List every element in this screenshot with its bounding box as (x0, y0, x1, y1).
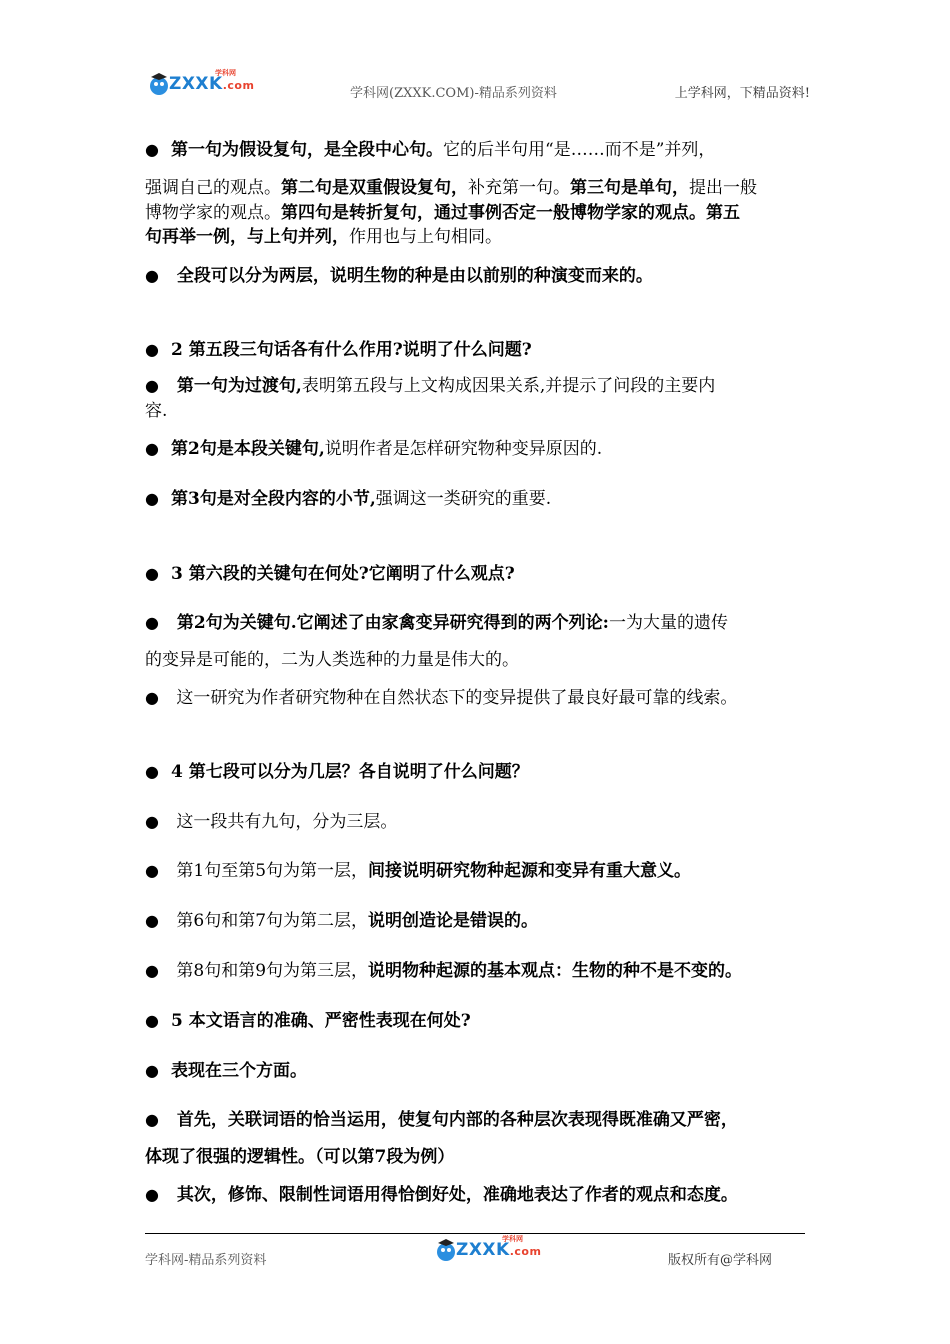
bullet-icon: ● (145, 1011, 159, 1030)
text-run: 说明作者是怎样研究物种变异原因的. (324, 439, 603, 459)
text-run: 体现了很强的逻辑性。（可以第7段为例） (145, 1147, 455, 1167)
paragraph (145, 859, 810, 883)
paragraph (145, 399, 810, 423)
text-run: 表明第五段与上文构成因果关系,并提示了问段的主要内 (301, 376, 716, 396)
paragraph (145, 1183, 810, 1207)
bullet-icon: ● (145, 961, 159, 980)
paragraph (145, 1145, 810, 1169)
bullet-icon: ● (145, 911, 159, 930)
text-run: 第二句是双重假设复句， (281, 178, 468, 198)
text-run: 容. (145, 401, 168, 421)
text-run: 这一研究为作者研究物种在自然状态下的变异提供了最良好最可靠的线索。 (171, 688, 738, 708)
zxxk-logo (145, 68, 255, 98)
footer-left-text: 学科网-精品系列资料 (145, 1253, 267, 1268)
paragraph (145, 176, 810, 200)
bullet-icon: ● (145, 266, 159, 285)
text-run: 第一句为假设复句，是全段中心句。 (171, 140, 443, 160)
paragraph (145, 562, 810, 586)
bullet-icon: ● (145, 1110, 159, 1129)
text-run: 提出一般 (689, 178, 757, 198)
bullet-icon: ● (145, 812, 159, 831)
logo-text: ZXXK.com (169, 74, 255, 94)
text-run: 句再举一例，与上句并列， (145, 227, 349, 247)
paragraph (145, 959, 810, 983)
text-run: 这一段共有九句，分为三层。 (171, 812, 398, 832)
text-run: 第三句是单句， (570, 178, 689, 198)
footer-logo-text: ZXXK.com (456, 1240, 542, 1260)
bullet-icon: ● (145, 439, 159, 458)
text-run: 作用也与上句相同。 (349, 227, 502, 247)
bullet-icon: ● (145, 1061, 159, 1080)
text-run: 第1句至第5句为第一层， (171, 861, 369, 881)
text-run: 2 第五段三句话各有什么作用?说明了什么问题? (171, 340, 532, 360)
text-run: 第一句为过渡句, (171, 376, 302, 396)
text-run: 的变异是可能的，二为人类选种的力量是伟大的。 (145, 650, 519, 670)
bullet-icon: ● (145, 613, 159, 632)
bullet-icon: ● (145, 140, 159, 159)
bullet-icon: ● (145, 762, 159, 781)
text-run: 全段可以分为两层，说明生物的种是由以前别的种演变而来的。 (171, 266, 653, 286)
text-run: 5 本文语言的准确、严密性表现在何处? (171, 1011, 471, 1031)
text-run: 说明物种起源的基本观点：生物的种不是不变的。 (368, 961, 743, 981)
paragraph (145, 138, 810, 162)
text-run: 间接说明研究物种起源和变异有重大意义。 (368, 861, 692, 881)
text-run: 第3句是对全段内容的小节, (171, 489, 376, 509)
text-run: 其次，修饰、限制性词语用得恰倒好处，准确地表达了作者的观点和态度。 (171, 1185, 738, 1205)
paragraph (145, 1009, 810, 1033)
text-run: 第6句和第7句为第二层， (171, 911, 369, 931)
bullet-icon: ● (145, 564, 159, 583)
paragraph (145, 437, 810, 461)
text-run: 强调这一类研究的重要. (375, 489, 552, 509)
paragraph (145, 648, 810, 672)
text-run: 第四句是转折复句，通过事例否定一般博物学家的观点。第五 (281, 203, 740, 223)
paragraph (145, 611, 810, 635)
paragraph (145, 1108, 810, 1132)
paragraph (145, 487, 810, 511)
bullet-icon: ● (145, 340, 159, 359)
paragraph (145, 338, 810, 362)
header-center-text: 学科网(ZXXK.COM)-精品系列资料 (350, 86, 557, 101)
bullet-icon: ● (145, 861, 159, 880)
bullet-icon: ● (145, 489, 159, 508)
text-run: 4 第七段可以分为几层？各自说明了什么问题？ (171, 762, 529, 782)
page-header (145, 62, 810, 102)
logo-tag: 学科网 (215, 69, 236, 77)
text-run: 首先，关联词语的恰当运用，使复句内部的各种层次表现得既准确又严密， (171, 1110, 738, 1130)
footer-logo-tag: 学科网 (502, 1235, 523, 1243)
paragraph (145, 374, 810, 398)
paragraph (145, 264, 810, 288)
text-run: 第2句是本段关键句, (171, 439, 325, 459)
paragraph (145, 225, 810, 249)
text-run: 强调自己的观点。 (145, 178, 281, 198)
footer-right-text: 版权所有@学科网 (668, 1253, 773, 1268)
text-run: 3 第六段的关键句在何处?它阐明了什么观点? (171, 564, 515, 584)
paragraph (145, 810, 810, 834)
paragraph (145, 760, 810, 784)
text-run: 第8句和第9句为第三层， (171, 961, 369, 981)
bullet-icon: ● (145, 688, 159, 707)
footer-zxxk-logo (432, 1234, 542, 1264)
bullet-icon: ● (145, 376, 159, 395)
bullet-icon: ● (145, 1185, 159, 1204)
text-run: 博物学家的观点。 (145, 203, 281, 223)
text-run: 说明创造论是错误的。 (368, 911, 539, 931)
header-right-text: 上学科网，下精品资料! (674, 86, 810, 101)
text-run: 补充第一句。 (468, 178, 570, 198)
paragraph (145, 909, 810, 933)
text-run: 第2句为关键句.它阐述了由家禽变异研究得到的两个列论: (171, 613, 609, 633)
paragraph (145, 201, 810, 225)
text-run: 它的后半句用“是……而不是”并列， (443, 140, 716, 160)
text-run: 表现在三个方面。 (171, 1061, 307, 1081)
paragraph (145, 1059, 810, 1083)
text-run: 一为大量的遗传 (608, 613, 728, 633)
paragraph (145, 686, 810, 710)
